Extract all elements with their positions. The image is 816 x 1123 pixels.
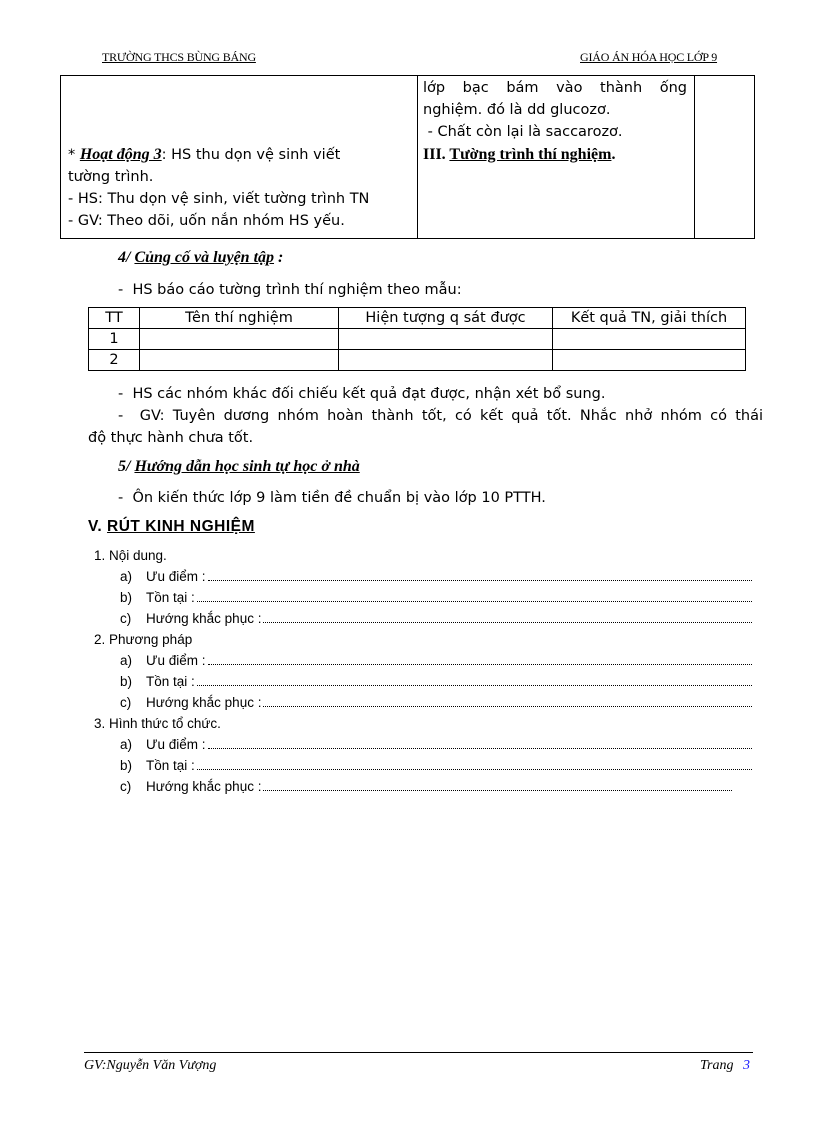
section-3-number: III.	[423, 146, 446, 163]
section-3-title: Tường trình thí nghiệm	[449, 146, 612, 163]
table-row	[89, 350, 746, 371]
gv-task: - GV: Theo dõi, uốn nắn nhóm HS yếu.	[68, 213, 345, 229]
gv-praise-line: - GV: Tuyên dương nhóm hoàn thành tốt, có kết quả tốt. Nhắc nhở nhóm có thái	[118, 408, 763, 424]
fill-in-line[interactable]	[208, 653, 752, 665]
table-row	[89, 329, 746, 350]
footer-page	[700, 1058, 750, 1074]
review-item	[120, 611, 752, 626]
activity-3-text: : HS thu dọn vệ sinh viết	[161, 147, 341, 163]
activity-3-label: Hoạt động 3	[79, 146, 162, 163]
item-marker: b)	[120, 590, 133, 605]
section-v-title: RÚT KINH NGHIỆM	[107, 518, 255, 535]
item-marker: b)	[120, 758, 133, 773]
fill-in-line[interactable]	[263, 779, 732, 791]
review-item	[120, 653, 752, 668]
item-marker: c)	[120, 611, 132, 626]
item-label: Hướng khắc phục :	[146, 611, 262, 626]
other-groups-compare: - HS các nhóm khác đối chiếu kết quả đạt được, nhận xét bổ sung.	[118, 386, 606, 402]
activity-bullet: *	[68, 147, 80, 163]
footer-teacher: GV:Nguyễn Văn Vượng	[84, 1058, 217, 1073]
table-cell	[553, 329, 746, 350]
table-cell	[553, 350, 746, 371]
item-label: Tồn tại :	[146, 674, 195, 689]
fill-in-line[interactable]	[263, 611, 752, 623]
review-item	[120, 758, 752, 773]
review-item	[120, 569, 752, 584]
reaction-line-3: - Chất còn lại là saccarozơ.	[423, 124, 623, 140]
item-label: Ưu điểm :	[146, 737, 206, 752]
reaction-line-1: lớp bạc bám vào thành ống	[423, 80, 687, 96]
section-4-heading	[118, 249, 283, 267]
review-item	[120, 737, 752, 752]
section-5-title: Hướng dẫn học sinh tự học ở nhà	[134, 458, 360, 475]
review-group-title: 1. Nội dung.	[94, 548, 167, 563]
fill-in-line[interactable]	[197, 590, 752, 602]
item-label: Hướng khắc phục :	[146, 779, 262, 794]
col-header-result: Kết quả TN, giải thích	[553, 308, 746, 329]
header-subject: GIÁO ÁN HÓA HỌC LỚP 9	[580, 50, 718, 64]
page-label: Trang	[700, 1058, 734, 1073]
reaction-line-2: nghiệm. đó là dd glucozơ.	[423, 102, 611, 118]
review-item	[120, 674, 752, 689]
item-label: Tồn tại :	[146, 590, 195, 605]
activity-3-continuation: tường trình.	[68, 169, 154, 185]
item-label: Ưu điểm :	[146, 653, 206, 668]
item-marker: a)	[120, 737, 133, 752]
fill-in-line[interactable]	[208, 737, 752, 749]
table-cell	[140, 350, 339, 371]
item-label: Tồn tại :	[146, 758, 195, 773]
col-header-tt: TT	[89, 308, 140, 329]
fill-in-line[interactable]	[197, 674, 752, 686]
fill-in-line[interactable]	[208, 569, 752, 581]
footer-rule	[84, 1052, 753, 1053]
fill-in-line[interactable]	[197, 758, 752, 770]
section-4-colon: :	[278, 249, 284, 266]
review-item	[120, 695, 752, 710]
review-group-title: 3. Hình thức tổ chức.	[94, 716, 221, 731]
review-group-title: 2. Phương pháp	[94, 632, 193, 647]
table-cell	[339, 350, 553, 371]
row-number: 2	[89, 350, 140, 371]
review-item	[120, 779, 732, 794]
col-header-experiment: Tên thí nghiệm	[140, 308, 339, 329]
page-number: 3	[742, 1058, 750, 1073]
item-label: Ưu điểm :	[146, 569, 206, 584]
item-marker: c)	[120, 695, 132, 710]
section-5-number: 5/	[118, 458, 131, 475]
section-3-dot: .	[611, 146, 616, 163]
row-number: 1	[89, 329, 140, 350]
header-school: TRƯỜNG THCS BÙNG BÁNG	[102, 50, 256, 64]
col-header-phenomenon: Hiện tượng q sát được	[339, 308, 553, 329]
experiment-report-table	[88, 307, 746, 371]
activity-3-line	[68, 144, 340, 166]
hs-task: - HS: Thu dọn vệ sinh, viết tường trình TN	[68, 191, 370, 207]
section-4-number: 4/	[118, 249, 131, 266]
section-4-title: Củng cố và luyện tập	[134, 249, 275, 266]
section-4-intro: - HS báo cáo tường trình thí nghiệm theo mẫu:	[118, 282, 462, 298]
table-cell	[140, 329, 339, 350]
item-marker: a)	[120, 653, 133, 668]
gv-praise-continuation: độ thực hành chưa tốt.	[88, 430, 254, 446]
section-5-item: - Ôn kiến thức lớp 9 làm tiền đề chuẩn bị vào lớp 10 PTTH.	[118, 490, 546, 506]
item-marker: c)	[120, 779, 132, 794]
section-3-heading	[423, 144, 615, 166]
section-v-heading	[88, 518, 263, 536]
item-label: Hướng khắc phục :	[146, 695, 262, 710]
section-5-heading	[118, 458, 372, 476]
item-marker: b)	[120, 674, 133, 689]
table-cell	[339, 329, 553, 350]
fill-in-line[interactable]	[263, 695, 752, 707]
section-v-number: V.	[88, 518, 103, 535]
review-item	[120, 590, 752, 605]
item-marker: a)	[120, 569, 133, 584]
